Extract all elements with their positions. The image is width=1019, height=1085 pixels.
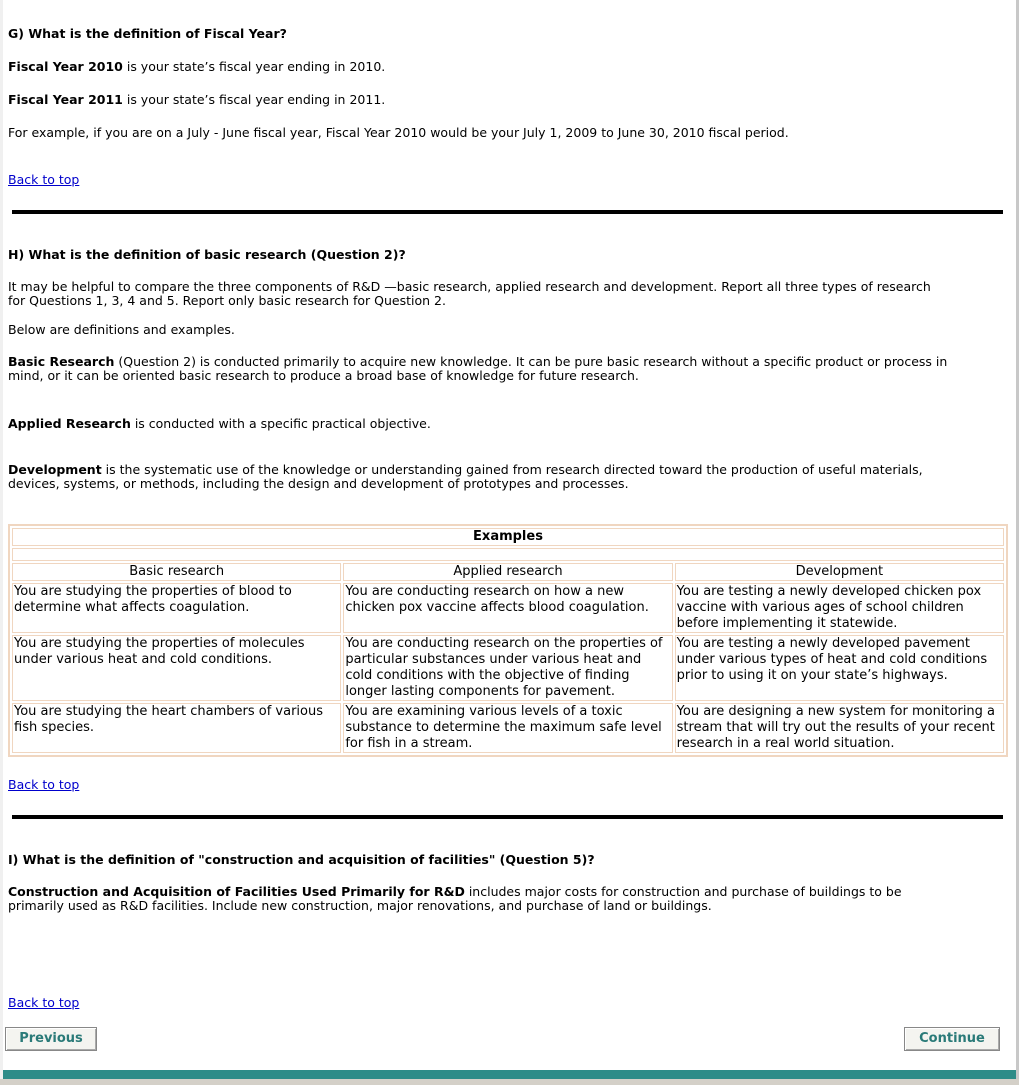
table-cell: You are conducting research on the properties of particular substances under various heat and cold conditions with the objective of finding longer lasting components for pavement. xyxy=(343,635,672,701)
section-divider-2 xyxy=(12,815,1003,819)
facilities-definition xyxy=(8,885,948,913)
fy2011-label: Fiscal Year 2011 xyxy=(8,92,123,107)
table-cell: You are examining various levels of a toxic substance to determine the maximum safe level for fish in a stream. xyxy=(343,703,672,753)
examples-table xyxy=(8,524,1008,757)
applied-research-definition xyxy=(8,416,431,431)
definitions-intro: Below are definitions and examples. xyxy=(8,322,235,337)
applied-research-text: is conducted with a specific practical objective. xyxy=(130,416,431,431)
table-row xyxy=(12,583,1004,633)
fy2010-text: is your state’s fiscal year ending in 2010. xyxy=(122,59,386,74)
development-label: Development xyxy=(8,462,102,477)
development-text: is the systematic use of the knowledge or understanding gained from research directed toward the production of useful materials, devices, systems, or methods, including the design and development of prototypes and processes. xyxy=(8,462,923,491)
table-cell: You are studying the heart chambers of various fish species. xyxy=(12,703,341,753)
column-header-development: Development xyxy=(675,563,1004,581)
fy2011-definition xyxy=(8,92,385,107)
basic-research-label: Basic Research xyxy=(8,354,115,369)
table-cell: You are designing a new system for monitoring a stream that will try out the results of your recent research in a real world situation. xyxy=(675,703,1004,753)
table-row xyxy=(12,635,1004,701)
table-cell: You are testing a newly developed chicken pox vaccine with various ages of school children before implementing it statewide. xyxy=(675,583,1004,633)
column-header-basic: Basic research xyxy=(12,563,341,581)
continue-button[interactable]: Continue xyxy=(904,1027,1000,1051)
table-cell: You are conducting research on how a new chicken pox vaccine affects blood coagulation. xyxy=(343,583,672,633)
fiscal-example: For example, if you are on a July - June fiscal year, Fiscal Year 2010 would be your July 1, 2009 to June 30, 2010 fiscal period. xyxy=(8,125,789,140)
examples-title: Examples xyxy=(12,528,1004,546)
basic-research-text: (Question 2) is conducted primarily to acquire new knowledge. It can be pure basic research without a specific product or process in mind, or it can be oriented basic research to produce a broad base of knowledge for future research. xyxy=(8,354,948,383)
facilities-text: includes major costs for construction and purchase of buildings to be primarily used as R&D facilities. Include new construction, major renovations, and purchase of land or buildings. xyxy=(8,884,902,913)
basic-research-question: H) What is the definition of basic research (Question 2)? xyxy=(8,247,406,262)
applied-research-label: Applied Research xyxy=(8,416,131,431)
fiscal-year-question: G) What is the definition of Fiscal Year? xyxy=(8,26,287,41)
previous-button[interactable]: Previous xyxy=(5,1027,97,1051)
rd-components-intro: It may be helpful to compare the three components of R&D —basic research, applied research and development. Report all three types of research for Questions 1, 3, 4 and 5. Report only basic research for Question 2. xyxy=(8,279,931,308)
section-divider-1 xyxy=(12,210,1003,214)
back-to-top-link-1[interactable]: Back to top xyxy=(8,172,80,187)
back-to-top-link-2[interactable]: Back to top xyxy=(8,777,80,792)
table-spacer-row xyxy=(12,548,1004,561)
table-row xyxy=(12,703,1004,753)
fy2011-text: is your state’s fiscal year ending in 2011. xyxy=(122,92,386,107)
table-cell: You are testing a newly developed pavement under various types of heat and cold conditions prior to using it on your state’s highways. xyxy=(675,635,1004,701)
table-cell: You are studying the properties of blood to determine what affects coagulation. xyxy=(12,583,341,633)
footer-accent-bar xyxy=(3,1070,1016,1079)
column-header-applied: Applied research xyxy=(343,563,672,581)
footer-base xyxy=(0,1079,1019,1085)
window-left-edge xyxy=(0,0,3,1085)
table-cell: You are studying the properties of molecules under various heat and cold conditions. xyxy=(12,635,341,701)
development-definition xyxy=(8,463,948,491)
basic-research-definition xyxy=(8,355,948,383)
facilities-question: I) What is the definition of "construction and acquisition of facilities" (Question 5)? xyxy=(8,852,595,867)
fy2010-label: Fiscal Year 2010 xyxy=(8,59,123,74)
back-to-top-link-3[interactable]: Back to top xyxy=(8,995,80,1010)
facilities-label: Construction and Acquisition of Facilities Used Primarily for R&D xyxy=(8,884,465,899)
fy2010-definition xyxy=(8,59,385,74)
